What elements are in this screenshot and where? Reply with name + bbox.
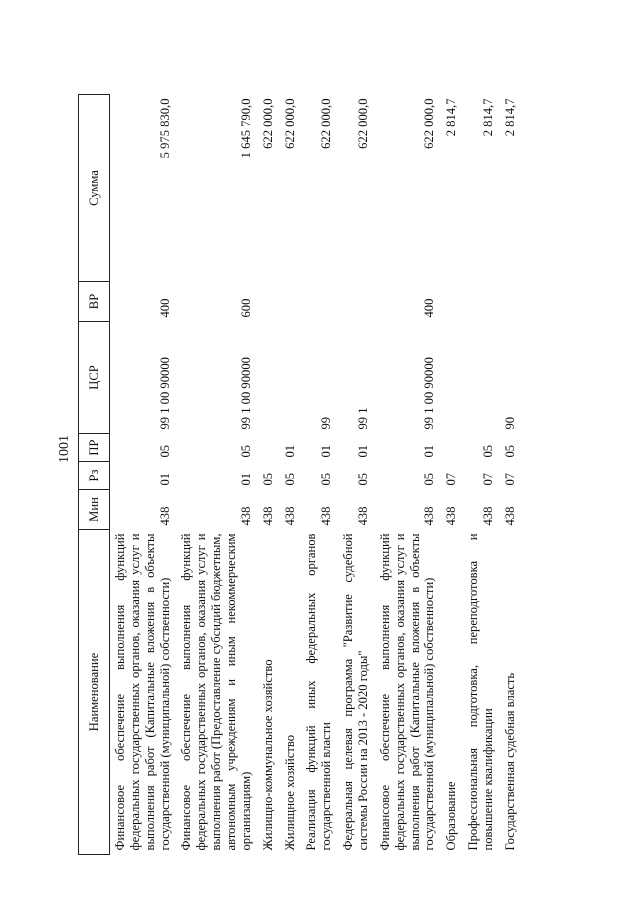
row-min: 438 xyxy=(238,506,253,526)
page-number: 1001 xyxy=(57,435,72,463)
row-rz: 01 xyxy=(238,472,253,486)
row-rz: 01 xyxy=(157,472,172,486)
table-row xyxy=(441,95,463,855)
header-sum: Сумма xyxy=(79,95,110,282)
row-rz: 05 xyxy=(422,472,437,486)
row-sum: 622 000,0 xyxy=(356,98,371,149)
row-name: Жилищно-коммунальное хозяйство xyxy=(260,659,275,851)
row-csr: 99 xyxy=(319,416,334,430)
row-name: Федеральная целевая программа "Развитие судебной системы России на 2013 - 2020 годы" xyxy=(341,533,371,851)
row-sum: 622 000,0 xyxy=(282,98,297,149)
row-min: 438 xyxy=(444,506,459,526)
row-sum: 2 814,7 xyxy=(481,98,496,137)
row-sum: 622 000,0 xyxy=(422,98,437,149)
table-row xyxy=(176,95,257,855)
row-sum: 1 645 790,0 xyxy=(238,98,253,159)
row-pr xyxy=(258,434,280,462)
row-name: Жилищное хозяйство xyxy=(282,734,297,851)
row-pr: 01 xyxy=(422,444,437,458)
row-rz: 07 xyxy=(502,472,517,486)
row-name: Финансовое обеспечение выполнения функций федеральных государственных органов, оказания услуг и выполнения работ (Капитальные вложения в объекты государственной (муниципальной) собственности) xyxy=(377,533,437,851)
row-rz: 07 xyxy=(481,472,496,486)
table-row xyxy=(258,95,280,855)
row-vr xyxy=(500,282,522,322)
row-rz: 07 xyxy=(444,472,459,486)
row-sum: 2 814,7 xyxy=(502,98,517,137)
row-pr: 05 xyxy=(238,444,253,458)
row-min: 438 xyxy=(260,506,275,526)
row-min: 438 xyxy=(502,506,517,526)
row-pr: 01 xyxy=(282,444,297,458)
row-min: 438 xyxy=(319,506,334,526)
row-name: Финансовое обеспечение выполнения функций федеральных государственных органов, оказания услуг и выполнения работ (Капитальные вложения в объекты государственной (муниципальной) собственности) xyxy=(113,533,172,851)
table-header-row xyxy=(79,95,110,855)
table-row xyxy=(110,95,177,855)
header-vr: ВР xyxy=(79,282,110,322)
row-vr xyxy=(441,282,463,322)
row-name: Образование xyxy=(444,781,459,851)
row-pr: 05 xyxy=(157,444,172,458)
row-min: 438 xyxy=(422,506,437,526)
row-pr: 01 xyxy=(319,444,334,458)
row-pr: 05 xyxy=(502,444,517,458)
row-name: Реализация функций иных федеральных органов государственной власти xyxy=(304,533,334,851)
header-rz: Рз xyxy=(79,462,110,490)
row-rz: 05 xyxy=(260,472,275,486)
row-vr xyxy=(258,282,280,322)
row-vr xyxy=(301,282,338,322)
row-rz: 05 xyxy=(282,472,297,486)
row-vr: 400 xyxy=(422,298,437,318)
row-rz: 05 xyxy=(319,472,334,486)
table-row xyxy=(338,95,375,855)
row-pr: 01 xyxy=(356,444,371,458)
row-pr xyxy=(441,434,463,462)
row-csr: 90 xyxy=(502,416,517,430)
row-csr: 99 1 xyxy=(356,407,371,430)
row-csr: 99 1 00 90000 xyxy=(422,357,437,430)
row-name: Государственная судебная власть xyxy=(502,672,517,851)
row-min: 438 xyxy=(356,506,371,526)
table-row xyxy=(280,95,302,855)
row-pr: 05 xyxy=(481,444,496,458)
row-min: 438 xyxy=(157,506,172,526)
row-vr: 400 xyxy=(157,298,172,318)
row-rz: 05 xyxy=(356,472,371,486)
row-name: Профессиональная подготовка, переподготовка и повышение квалификации xyxy=(466,533,496,851)
row-csr xyxy=(258,322,280,434)
row-min: 438 xyxy=(481,506,496,526)
row-sum: 5 975 830,0 xyxy=(157,98,172,159)
table-row xyxy=(500,95,522,855)
rotated-table-wrapper xyxy=(78,95,578,855)
row-csr xyxy=(280,322,302,434)
header-csr: ЦСР xyxy=(79,322,110,434)
row-sum: 622 000,0 xyxy=(319,98,334,149)
row-vr xyxy=(463,282,500,322)
row-sum: 2 814,7 xyxy=(444,98,459,137)
header-min: Мин xyxy=(79,490,110,530)
row-csr: 99 1 00 90000 xyxy=(238,357,253,430)
row-min: 438 xyxy=(282,506,297,526)
row-csr xyxy=(441,322,463,434)
row-vr xyxy=(280,282,302,322)
header-name: Наименование xyxy=(79,530,110,855)
row-vr: 600 xyxy=(238,298,253,318)
row-csr: 99 1 00 90000 xyxy=(157,357,172,430)
row-sum: 622 000,0 xyxy=(260,98,275,149)
row-csr xyxy=(463,322,500,434)
budget-table xyxy=(78,94,522,855)
table-row xyxy=(463,95,500,855)
row-vr xyxy=(338,282,375,322)
header-pr: ПР xyxy=(79,434,110,462)
table-row xyxy=(375,95,441,855)
table-row xyxy=(301,95,338,855)
row-name: Финансовое обеспечение выполнения функций федеральных государственных органов, оказания услуг и выполнения работ (Предоставление субсидий бюджетным, автономным учреждениям и иным некоммерческим организациям) xyxy=(179,533,253,851)
